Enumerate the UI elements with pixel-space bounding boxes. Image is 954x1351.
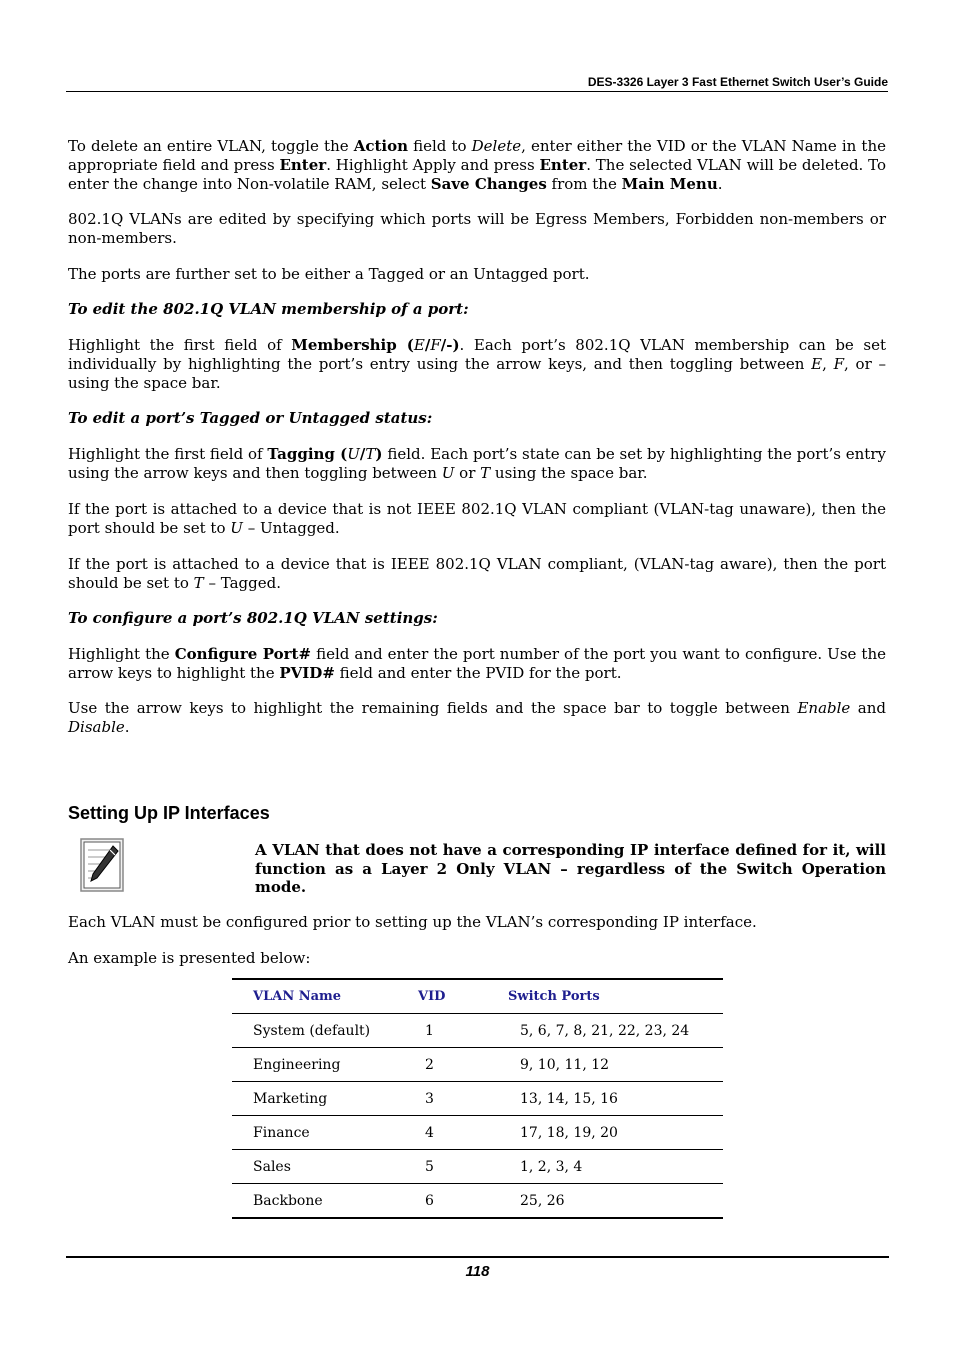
paragraph-tagged-untagged: The ports are further set to be either a Tagged or an Untagged port.	[68, 265, 590, 283]
header-rule	[66, 91, 888, 92]
paragraph-example: An example is presented below:	[68, 949, 311, 967]
cell-switch-ports: 17, 18, 19, 20	[508, 1116, 723, 1150]
cell-vid: 4	[418, 1116, 508, 1150]
cell-vid: 2	[418, 1048, 508, 1082]
paragraph-vlan-editing: 802.1Q VLANs are edited by specifying which ports will be Egress Members, Forbidden non-members or non-members.	[68, 210, 886, 247]
paragraph-tagged-device: If the port is attached to a device that is IEEE 802.1Q VLAN compliant, (VLAN-tag aware), then the port should be set to T – Tagged.	[68, 555, 886, 592]
cell-vlan-name: Finance	[232, 1116, 418, 1150]
table-row	[232, 1184, 723, 1219]
running-header: DES-3326 Layer 3 Fast Ethernet Switch User’s Guide	[587, 75, 888, 89]
cell-vid: 5	[418, 1150, 508, 1184]
paragraph-configure-port: Highlight the Configure Port# field and enter the port number of the port you want to configure. Use the arrow keys to highlight the PVID# field and enter the PVID for the port.	[68, 645, 886, 682]
cell-vlan-name: Backbone	[232, 1184, 418, 1219]
footer-rule	[66, 1256, 889, 1258]
table-row	[232, 1116, 723, 1150]
section-title: Setting Up IP Interfaces	[68, 803, 270, 823]
cell-vlan-name: Engineering	[232, 1048, 418, 1082]
cell-switch-ports: 13, 14, 15, 16	[508, 1082, 723, 1116]
cell-vid: 3	[418, 1082, 508, 1116]
paragraph-delete-vlan: To delete an entire VLAN, toggle the Action field to Delete, enter either the VID or the VLAN Name in the appropriate field and press Enter. Highlight Apply and press Enter. The selected VLAN will be deleted. To enter the change into Non-volatile RAM, select Save Changes from the Main Menu.	[68, 137, 886, 193]
column-header-vid: VID	[418, 979, 508, 1014]
cell-switch-ports: 1, 2, 3, 4	[508, 1150, 723, 1184]
table-header-row	[232, 979, 723, 1014]
notepad-pencil-icon	[80, 838, 124, 892]
table-row	[232, 1150, 723, 1184]
column-header-switch-ports: Switch Ports	[508, 979, 723, 1014]
cell-switch-ports: 9, 10, 11, 12	[508, 1048, 723, 1082]
cell-vlan-name: Marketing	[232, 1082, 418, 1116]
subheading-port-settings: To configure a port’s 802.1Q VLAN settings:	[68, 609, 438, 627]
paragraph-tagging: Highlight the first field of Tagging (U/T) field. Each port’s state can be set by highlighting the port’s entry using the arrow keys and then toggling between U or T using the space bar.	[68, 445, 886, 482]
cell-vlan-name: System (default)	[232, 1014, 418, 1048]
column-header-vlan-name: VLAN Name	[232, 979, 418, 1014]
table-row	[232, 1082, 723, 1116]
cell-switch-ports: 5, 6, 7, 8, 21, 22, 23, 24	[508, 1014, 723, 1048]
cell-switch-ports: 25, 26	[508, 1184, 723, 1219]
cell-vid: 1	[418, 1014, 508, 1048]
table-row	[232, 1014, 723, 1048]
table-row	[232, 1048, 723, 1082]
paragraph-enable-disable: Use the arrow keys to highlight the remaining fields and the space bar to toggle between Enable and Disable.	[68, 699, 886, 736]
note-text: A VLAN that does not have a corresponding IP interface defined for it, will function as a Layer 2 Only VLAN – regardless of the Switch Operation mode.	[255, 841, 886, 896]
cell-vlan-name: Sales	[232, 1150, 418, 1184]
paragraph-untagged-device: If the port is attached to a device that is not IEEE 802.1Q VLAN compliant (VLAN-tag unaware), then the port should be set to U – Untagged.	[68, 500, 886, 537]
page-number: 118	[465, 1263, 490, 1280]
subheading-membership: To edit the 802.1Q VLAN membership of a port:	[68, 300, 469, 318]
cell-vid: 6	[418, 1184, 508, 1219]
paragraph-vlan-prior: Each VLAN must be configured prior to setting up the VLAN’s corresponding IP interface.	[68, 913, 757, 931]
vlan-table	[232, 978, 723, 1219]
subheading-tagging: To edit a port’s Tagged or Untagged status:	[68, 409, 433, 427]
paragraph-membership: Highlight the first field of Membership (E/F/-). Each port’s 802.1Q VLAN membership can be set individually by highlighting the port’s entry using the arrow keys, and then toggling between E, F, or – using the space bar.	[68, 336, 886, 392]
